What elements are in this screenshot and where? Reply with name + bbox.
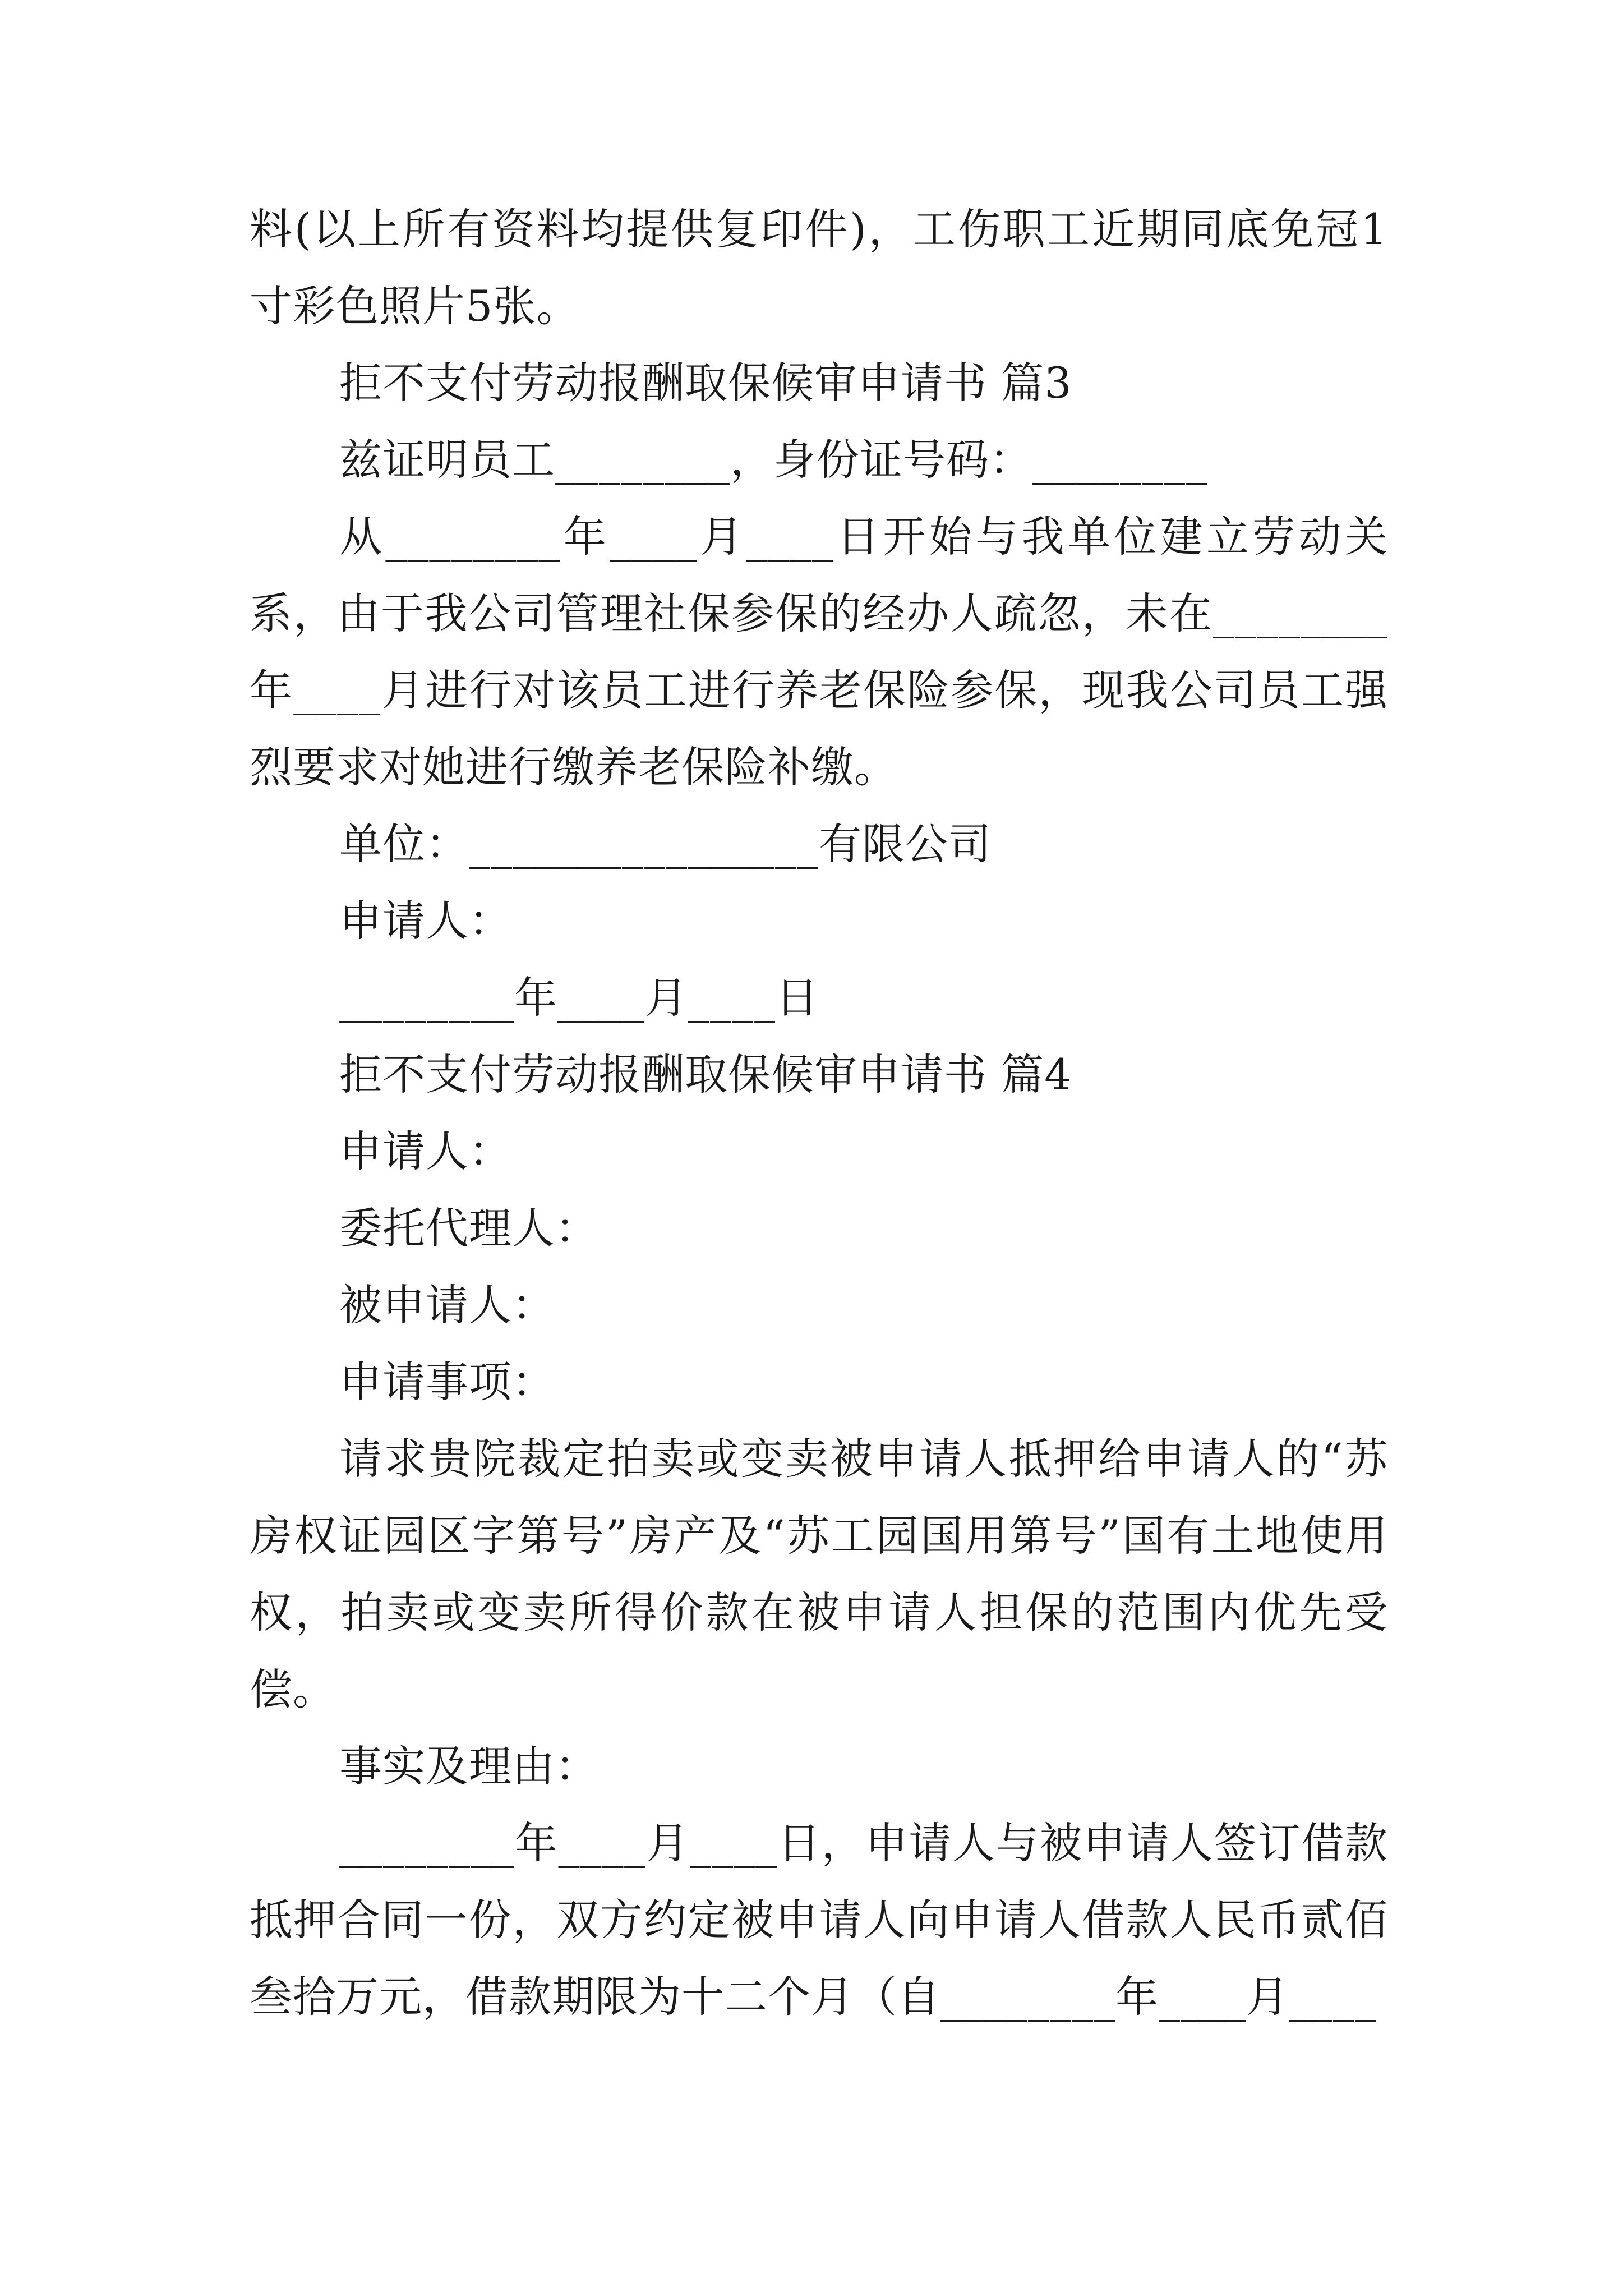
paragraph-continuation: 料(以上所有资料均提供复印件)，工伤职工近期同底免冠1寸彩色照片5张。 bbox=[250, 204, 1388, 331]
employment-paragraph: 从________年____月____日开始与我单位建立劳动关系，由于我公司管理社保参保的经办人疏忽，未在________年____月进行对该员工进行养老保险参保，现我公司员工强烈要求对她进行缴养老保险补缴。 bbox=[250, 512, 1388, 792]
certify-employee-line: 兹证明员工________，身份证号码：________ bbox=[339, 435, 1207, 485]
section-heading-3: 拒不支付劳动报酬取保候审申请书 篇3 bbox=[339, 358, 1072, 408]
agent-label: 委托代理人： bbox=[339, 1203, 598, 1253]
facts-paragraph: ________年____月____日，申请人与被申请人签订借款抵押合同一份，双方约定被申请人向申请人借款人民币贰佰叁拾万元，借款期限为十二个月（自________年____月____ bbox=[250, 1818, 1388, 2022]
application-matters-label: 申请事项： bbox=[339, 1357, 555, 1407]
applicant-label: 申请人： bbox=[339, 896, 512, 946]
facts-reasons-label: 事实及理由： bbox=[339, 1741, 598, 1791]
respondent-label: 被申请人： bbox=[339, 1280, 555, 1330]
applicant-label-2: 申请人： bbox=[339, 1126, 512, 1176]
section-heading-4: 拒不支付劳动报酬取保候审申请书 篇4 bbox=[339, 1050, 1072, 1099]
company-line: 单位：________________有限公司 bbox=[339, 819, 992, 869]
request-paragraph: 请求贵院裁定拍卖或变卖被申请人抵押给申请人的“苏房权证园区字第号”房产及“苏工园国用第号”国有土地使用权，拍卖或变卖所得价款在被申请人担保的范围内优先受偿。 bbox=[250, 1434, 1388, 1714]
date-line: ________年____月____日 bbox=[339, 973, 819, 1023]
document-body bbox=[250, 191, 1388, 2035]
